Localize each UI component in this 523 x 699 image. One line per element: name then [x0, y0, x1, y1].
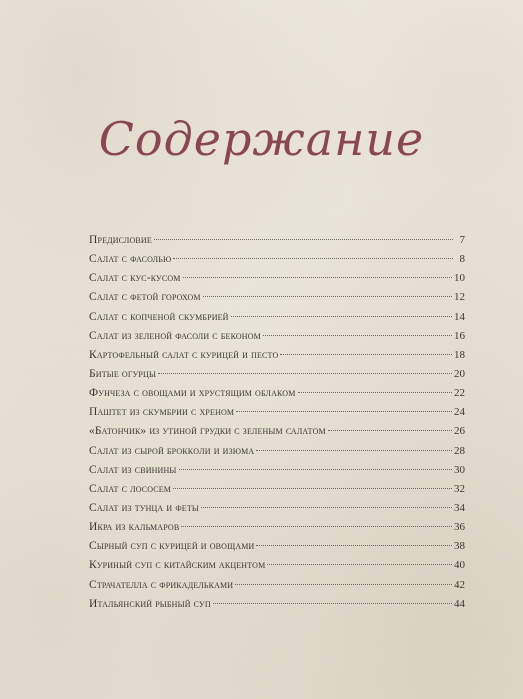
toc-entry-title: Салат из зеленой фасоли с беконом — [89, 329, 261, 342]
toc-entry-page-number: 36 — [454, 521, 465, 534]
toc-entry-page-number: 26 — [454, 425, 465, 438]
toc-entry-page-number: 34 — [454, 501, 465, 514]
dot-leader — [203, 296, 452, 297]
toc-entry-page-number: 7 — [459, 234, 465, 246]
dot-leader — [181, 526, 452, 527]
toc-entry-title: «Батончик» из утиной грудки с зеленым салатом — [89, 425, 326, 438]
toc-entry-page-number: 22 — [454, 387, 465, 400]
toc-entry — [89, 445, 465, 464]
toc-entry-page-number: 30 — [454, 463, 465, 476]
toc-entry — [89, 291, 465, 310]
toc-entry — [89, 330, 465, 349]
dot-leader — [256, 545, 452, 546]
toc-entry-page-number: 10 — [454, 272, 465, 285]
table-of-contents — [89, 234, 465, 617]
toc-entry-page-number: 40 — [454, 559, 465, 572]
dot-leader — [235, 584, 452, 585]
toc-entry-title: Паштет из скумбрии с хреном — [89, 406, 235, 419]
dot-leader — [328, 430, 452, 431]
toc-entry-title: Икра из кальмаров — [89, 521, 180, 534]
toc-entry-title: Салат с фетой горохом — [89, 291, 201, 304]
dot-leader — [201, 507, 452, 508]
dot-leader — [298, 392, 453, 393]
dot-leader — [280, 354, 452, 355]
toc-entry-title: Салат с фасолью — [89, 253, 172, 266]
toc-entry — [89, 521, 465, 540]
toc-entry — [89, 406, 465, 425]
toc-entry — [89, 368, 465, 387]
toc-entry-title: Картофельный салат с курицей и песто — [89, 348, 279, 361]
toc-entry — [89, 464, 465, 483]
toc-entry-page-number: 32 — [454, 482, 465, 495]
toc-entry-page-number: 44 — [454, 597, 465, 610]
toc-entry — [89, 253, 465, 272]
toc-entry-page-number: 14 — [454, 310, 465, 323]
dot-leader — [263, 335, 452, 336]
toc-entry-title: Салат из свинины — [89, 463, 177, 476]
dot-leader — [173, 258, 453, 259]
toc-entry — [89, 349, 465, 368]
toc-entry-title: Страчателла с фрикадельками — [89, 578, 234, 591]
toc-entry — [89, 311, 465, 330]
dot-leader — [236, 411, 452, 412]
toc-entry-page-number: 18 — [454, 348, 465, 361]
dot-leader — [183, 277, 452, 278]
dot-leader — [154, 239, 453, 240]
toc-entry-page-number: 38 — [454, 540, 465, 553]
toc-entry-title: Предисловие — [89, 234, 152, 246]
toc-entry — [89, 502, 465, 521]
toc-entry — [89, 387, 465, 406]
toc-entry-title: Фунчеза с овощами и хрустящим облаком — [89, 387, 296, 400]
toc-entry — [89, 234, 465, 253]
dot-leader — [173, 488, 452, 489]
dot-leader — [158, 373, 452, 374]
toc-entry — [89, 559, 465, 578]
toc-entry — [89, 579, 465, 598]
toc-entry-page-number: 28 — [454, 444, 465, 457]
toc-entry-title: Салат с лососем — [89, 482, 172, 495]
dot-leader — [267, 564, 452, 565]
toc-entry-page-number: 24 — [454, 406, 465, 419]
toc-entry-title: Салат из сырой броккoли и изюма — [89, 444, 255, 457]
toc-entry-page-number: 20 — [454, 367, 465, 380]
toc-entry-page-number: 8 — [459, 253, 465, 266]
toc-entry-title: Сырный суп с курицей и овощами — [89, 540, 255, 553]
toc-entry — [89, 425, 465, 444]
toc-entry-title: Салат из тунца и феты — [89, 501, 200, 514]
toc-entry-page-number: 42 — [454, 578, 465, 591]
toc-entry-title: Битые огурцы — [89, 367, 157, 380]
dot-leader — [179, 469, 452, 470]
toc-entry — [89, 598, 465, 617]
dot-leader — [256, 450, 452, 451]
toc-entry-title: Салат с кус-кусом — [89, 272, 181, 285]
toc-entry-title: Итальянский рыбный суп — [89, 597, 211, 610]
page-title: Содержание — [98, 112, 425, 166]
toc-entry — [89, 272, 465, 291]
toc-entry — [89, 483, 465, 502]
toc-entry-title: Куриный суп с китайским акцентом — [89, 559, 266, 572]
dot-leader — [213, 603, 452, 604]
toc-entry-page-number: 12 — [454, 291, 465, 304]
dot-leader — [231, 316, 452, 317]
toc-entry-title: Салат с копченой скумбрией — [89, 310, 229, 323]
toc-entry — [89, 540, 465, 559]
toc-entry-page-number: 16 — [454, 329, 465, 342]
